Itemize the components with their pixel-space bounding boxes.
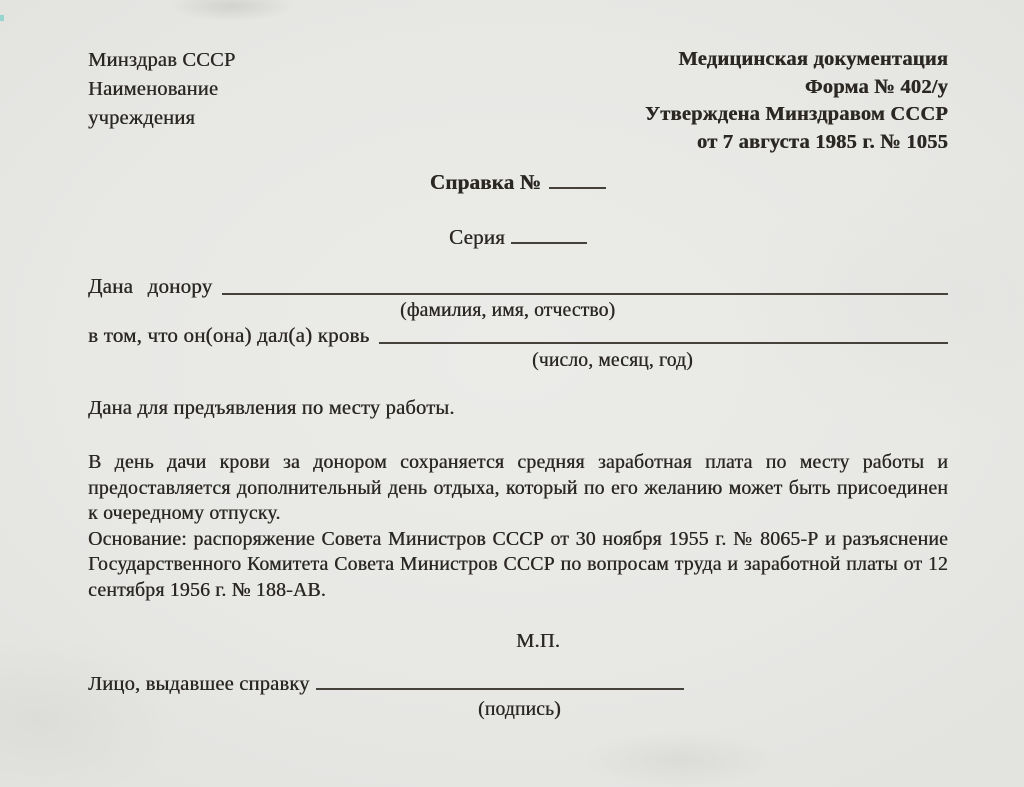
- scan-artifact-speck: [0, 15, 4, 21]
- purpose-statement: Дана для предъявления по месту работы.: [88, 397, 455, 419]
- ministry-line: Минздрав СССР: [88, 49, 236, 71]
- doc-type-line: Медицинская документация: [678, 48, 948, 70]
- blood-date-blank: [379, 342, 948, 344]
- legal-basis-paragraph: Основание: распоряжение Совета Министров СССР от 30 ноября 1955 г. № 8065-Р и разъяснение Государственного Комитета Совета Министров СССР по вопросам труда и заработной платы от 12 сентября 1956 г. № 188-АВ.: [88, 527, 948, 601]
- signature-row: [88, 673, 948, 696]
- org-name-line-2: учреждения: [88, 107, 195, 129]
- blood-donation-date-row: [88, 323, 948, 348]
- issuing-organization-block: [88, 46, 236, 133]
- certificate-title-row: [88, 170, 948, 195]
- donor-field-caption: (фамилия, имя, отчество): [400, 300, 616, 321]
- benefits-paragraph: В день дачи крови за донором сохраняется средняя заработная плата по месту работы и предоставляется дополнительный день отдыха, который по его желанию может быть присоединен к очередному отпуску.: [88, 451, 948, 525]
- blood-field-label: в том, что он(она) дал(а) кровь: [88, 323, 370, 347]
- donor-name-blank: [222, 293, 948, 295]
- certificate-title-label: Справка №: [429, 170, 542, 194]
- document-header: [88, 46, 948, 156]
- approval-date-line: от 7 августа 1985 г. № 1055: [696, 130, 948, 153]
- form-approval-block: [645, 46, 948, 156]
- org-name-line-1: Наименование: [88, 78, 219, 100]
- approved-by-line: Утверждена Минздравом СССР: [644, 103, 948, 125]
- certificate-number-blank: [549, 187, 606, 189]
- series-label: Серия: [449, 225, 505, 249]
- form-number-line: Форма № 402/у: [804, 75, 948, 98]
- signature-label: Лицо, выдавшее справку: [88, 672, 310, 695]
- stamp-placeholder: М.П.: [515, 629, 561, 652]
- donor-field-label: Дана донору: [88, 274, 213, 298]
- series-blank: [511, 242, 587, 244]
- blood-field-caption: (число, месяц, год): [532, 350, 693, 371]
- series-row: [88, 225, 948, 250]
- donor-name-row: [88, 274, 948, 299]
- body-text-block: [88, 450, 948, 604]
- signature-caption: (подпись): [478, 698, 561, 720]
- signature-blank: [316, 688, 684, 690]
